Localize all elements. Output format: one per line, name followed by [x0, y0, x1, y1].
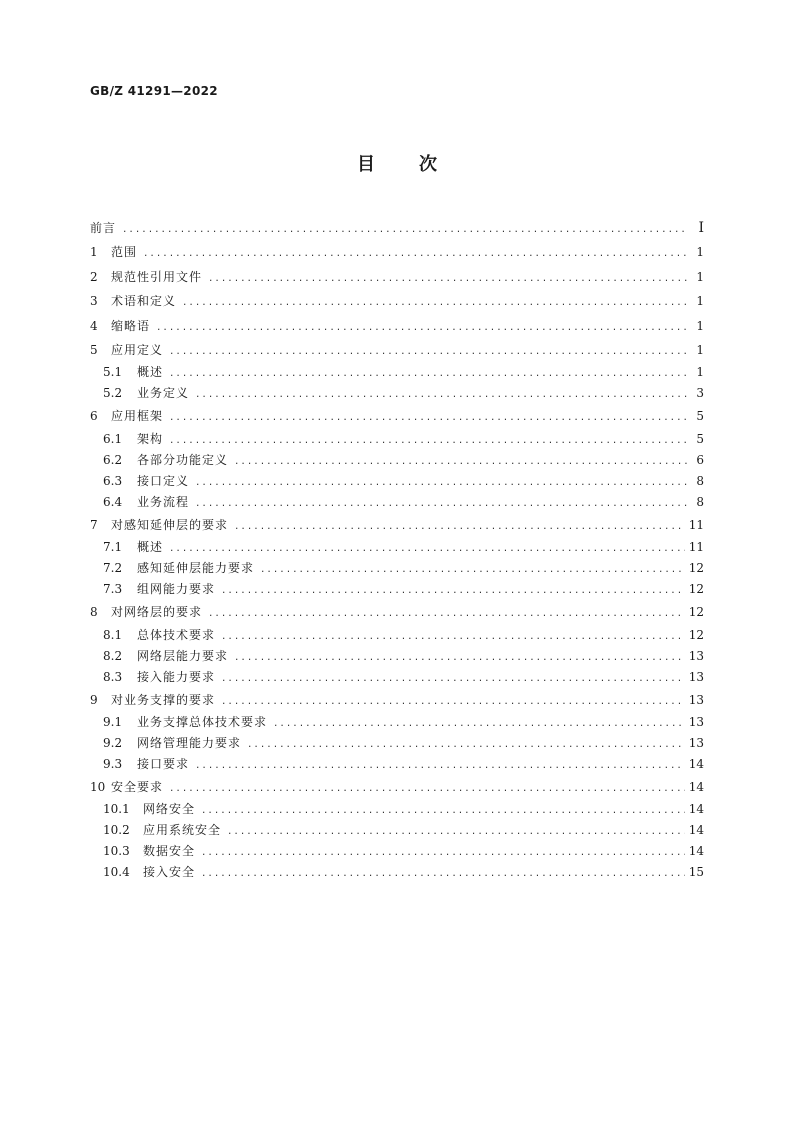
toc-entry[interactable]: [90, 625, 704, 646]
toc-entry-number: 5.2: [103, 386, 123, 401]
toc-leader-dots: [169, 406, 688, 430]
toc-entry-label: 缩略语: [111, 318, 151, 333]
toc-entry[interactable]: [90, 841, 704, 862]
toc-entry-number: 6.1: [103, 431, 123, 446]
toc-entry-label: 网络安全: [143, 802, 196, 817]
toc-entry-page: 15: [688, 865, 704, 880]
toc-entry-label: 接口定义: [137, 473, 190, 488]
toc-entry-page: 1: [696, 342, 704, 357]
toc-leader-dots: [143, 242, 688, 266]
toc-entry-label: 前言: [90, 221, 117, 235]
toc-entry-label: 接入安全: [143, 865, 196, 880]
toc-entry[interactable]: [90, 513, 704, 537]
toc-entry-page: 13: [688, 669, 704, 684]
toc-entry-number: 6.3: [103, 473, 123, 488]
toc-entry[interactable]: [90, 754, 704, 775]
toc-leader-dots: [221, 581, 685, 602]
toc-entry-page: 12: [688, 582, 704, 597]
toc-entry-label: 接入能力要求: [137, 669, 216, 684]
toc-entry-number: 9.2: [103, 735, 123, 750]
toc-leader-dots: [195, 385, 688, 406]
toc-entry[interactable]: [90, 799, 704, 820]
toc-entry[interactable]: [90, 667, 704, 688]
toc-entry-number: 3: [90, 294, 98, 309]
toc-entry-number: 7.2: [103, 561, 123, 576]
toc-entry-number: 5: [90, 342, 98, 357]
toc-entry-label: 业务定义: [137, 386, 190, 401]
toc-entry-page: 14: [688, 756, 704, 771]
toc-entry-page: 3: [696, 386, 704, 401]
toc-leader-dots: [234, 648, 685, 669]
toc-entry[interactable]: [90, 383, 704, 404]
toc-leader-dots: [234, 452, 688, 473]
toc-leader-dots: [221, 627, 685, 648]
toc-leader-dots: [234, 515, 685, 539]
toc-entry-label: 网络管理能力要求: [137, 735, 242, 750]
toc-leader-dots: [273, 714, 685, 735]
toc-entry-page: 14: [688, 779, 704, 794]
toc-entry-page: 13: [688, 735, 704, 750]
toc-leader-dots: [122, 218, 688, 242]
toc-leader-dots: [221, 690, 685, 714]
toc-leader-dots: [156, 316, 688, 340]
toc-entry[interactable]: [90, 579, 704, 600]
toc-entry-number: 10.4: [103, 865, 130, 880]
toc-entry-label: 业务流程: [137, 494, 190, 509]
toc-entry-page: 13: [688, 714, 704, 729]
toc-leader-dots: [247, 735, 685, 756]
toc-leader-dots: [221, 669, 685, 690]
toc-entry-label: 各部分功能定义: [137, 452, 229, 467]
toc-entry-page: 12: [688, 627, 704, 642]
toc-leader-dots: [169, 364, 688, 385]
toc-entry-label: 总体技术要求: [137, 627, 216, 642]
toc-entry[interactable]: [90, 362, 704, 383]
toc-entry-page: 6: [696, 452, 704, 467]
toc-entry-page: 14: [688, 823, 704, 838]
toc-entry-number: 5.1: [103, 365, 123, 380]
toc-entry-label: 应用定义: [111, 342, 164, 357]
toc-entry[interactable]: [90, 862, 704, 883]
toc-leader-dots: [182, 291, 688, 315]
toc-entry-page: 1: [696, 245, 704, 260]
toc-entry[interactable]: [90, 471, 704, 492]
toc-leader-dots: [260, 560, 685, 581]
toc-entry-label: 对业务支撑的要求: [111, 692, 216, 707]
toc-entry-page: 13: [688, 648, 704, 663]
toc-entry-label: 数据安全: [143, 844, 196, 859]
toc-entry[interactable]: [90, 712, 704, 733]
toc-entry-number: 7.1: [103, 540, 123, 555]
toc-entry-label: 术语和定义: [111, 294, 177, 309]
toc-leader-dots: [195, 756, 685, 777]
toc-entry-page: I: [698, 220, 704, 236]
toc-entry[interactable]: [90, 492, 704, 513]
toc-entry-page: 1: [696, 318, 704, 333]
toc-entry-label: 网络层能力要求: [137, 648, 229, 663]
toc-entry-label: 应用框架: [111, 409, 164, 424]
toc-entry-page: 8: [696, 494, 704, 509]
toc-entry-page: 1: [696, 365, 704, 380]
toc-entry-number: 1: [90, 245, 98, 260]
toc-entry-number: 8.2: [103, 648, 123, 663]
toc-entry-number: 10: [90, 779, 106, 794]
toc-entry-number: 10.2: [103, 823, 130, 838]
toc-entry[interactable]: [90, 216, 704, 240]
toc-entry-label: 概述: [137, 540, 164, 555]
toc-entry-number: 9.1: [103, 714, 123, 729]
toc-leader-dots: [208, 602, 685, 626]
toc-entry-number: 4: [90, 318, 98, 333]
toc-leader-dots: [169, 777, 685, 801]
toc-entry-number: 10.3: [103, 844, 130, 859]
toc-entry[interactable]: [90, 775, 704, 799]
toc-entry-number: 9: [90, 692, 98, 707]
title-char-2: 次: [419, 154, 437, 175]
toc-entry-number: 7: [90, 517, 98, 532]
toc-entry[interactable]: [90, 600, 704, 624]
toc-entry-label: 概述: [137, 365, 164, 380]
standard-code: GB/Z 41291—2022: [90, 84, 218, 98]
toc-entry-page: 13: [688, 692, 704, 707]
toc-leader-dots: [195, 494, 688, 515]
toc-entry-page: 1: [696, 269, 704, 284]
toc-entry[interactable]: [90, 338, 704, 362]
toc-entry[interactable]: [90, 537, 704, 558]
toc-entry[interactable]: [90, 265, 704, 289]
toc-entry[interactable]: [90, 289, 704, 313]
toc-entry-number: 9.3: [103, 756, 123, 771]
toc-leader-dots: [201, 843, 685, 864]
toc-entry-number: 7.3: [103, 582, 123, 597]
toc-entry-number: 8.1: [103, 627, 123, 642]
toc-entry-label: 对网络层的要求: [111, 605, 203, 620]
page-title: [0, 150, 794, 176]
toc-entry[interactable]: [90, 820, 704, 841]
toc-entry-page: 5: [696, 431, 704, 446]
toc-entry-label: 感知延伸层能力要求: [137, 561, 255, 576]
toc-entry-label: 应用系统安全: [143, 823, 222, 838]
toc-entry-label: 组网能力要求: [137, 582, 216, 597]
toc-leader-dots: [201, 864, 685, 885]
toc-entry-label: 业务支撑总体技术要求: [137, 714, 268, 729]
toc-leader-dots: [227, 822, 685, 843]
toc-entry-label: 规范性引用文件: [111, 269, 203, 284]
toc-entry[interactable]: [90, 450, 704, 471]
toc-entry-number: 6: [90, 409, 98, 424]
toc-entry-label: 对感知延伸层的要求: [111, 517, 229, 532]
toc-entry-page: 5: [696, 409, 704, 424]
toc-entry[interactable]: [90, 240, 704, 264]
toc-entry-page: 12: [688, 605, 704, 620]
toc-entry[interactable]: [90, 404, 704, 428]
toc-entry[interactable]: [90, 314, 704, 338]
table-of-contents: [90, 216, 704, 883]
toc-entry-page: 11: [688, 540, 704, 555]
toc-entry-page: 12: [688, 561, 704, 576]
toc-entry-page: 14: [688, 844, 704, 859]
toc-entry[interactable]: [90, 429, 704, 450]
toc-entry-label: 范围: [111, 245, 138, 260]
toc-entry-label: 架构: [137, 431, 164, 446]
toc-entry[interactable]: [90, 646, 704, 667]
toc-entry-page: 1: [696, 294, 704, 309]
toc-entry-page: 8: [696, 473, 704, 488]
toc-entry-number: 6.4: [103, 494, 123, 509]
toc-entry[interactable]: [90, 733, 704, 754]
toc-entry-number: 2: [90, 269, 98, 284]
toc-entry-page: 14: [688, 802, 704, 817]
toc-leader-dots: [169, 539, 685, 560]
toc-entry[interactable]: [90, 688, 704, 712]
toc-leader-dots: [169, 431, 688, 452]
toc-leader-dots: [195, 473, 688, 494]
toc-leader-dots: [208, 267, 688, 291]
toc-entry-page: 11: [688, 517, 704, 532]
toc-entry-number: 6.2: [103, 452, 123, 467]
toc-entry[interactable]: [90, 558, 704, 579]
toc-entry-label: 安全要求: [111, 779, 164, 794]
toc-leader-dots: [169, 340, 688, 364]
toc-entry-number: 8.3: [103, 669, 123, 684]
title-char-1: 目: [357, 154, 375, 175]
toc-entry-label: 接口要求: [137, 756, 190, 771]
toc-entry-number: 10.1: [103, 802, 130, 817]
toc-entry-number: 8: [90, 605, 98, 620]
toc-leader-dots: [201, 801, 685, 822]
